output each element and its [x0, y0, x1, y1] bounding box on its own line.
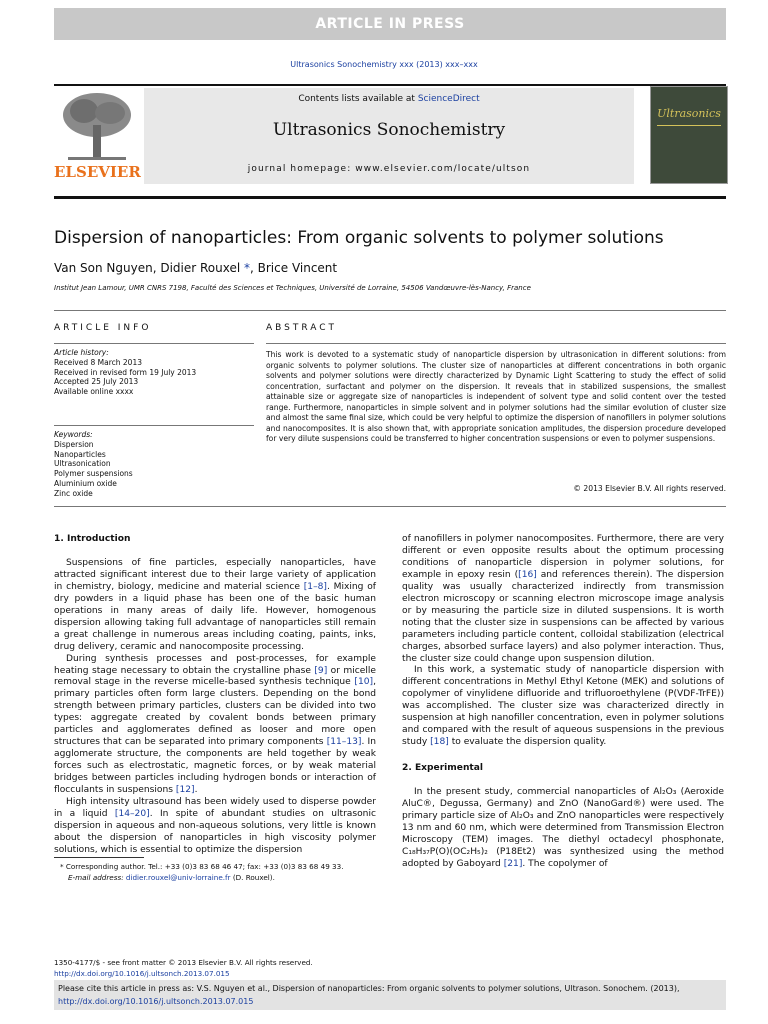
- experimental-paragraph-1: [402, 787, 724, 871]
- reference-link[interactable]: [16]: [518, 569, 537, 580]
- reference-link[interactable]: [11–13]: [326, 737, 362, 748]
- email-suffix: (D. Rouxel).: [230, 872, 275, 882]
- issn-line: 1350-4177/$ - see front matter © 2013 Elsevier B.V. All rights reserved.: [54, 958, 313, 967]
- text: In the present study, commercial nanoparticles of Al₂O₃ (Aeroxide AluC®, Degussa, Germany) and ZnO (NanoGard®) were used. The primary particle size of Al₂O₃ and ZnO nanoparticles were respectively 13 nm and 60 nm, which were determined from Transmission Electron Microscopy (TEM) images. The diethyl octadecyl phosphonate, C₁₈H₃₇P(O)(OC₂H₅)₂ (P18Et2) was synthesized using the method adopted by Gaboyard: [402, 787, 724, 869]
- abstract-rule: [266, 343, 726, 344]
- reference-link[interactable]: [14–20]: [114, 808, 150, 819]
- reference-link[interactable]: [12]: [175, 785, 195, 796]
- footnote: [54, 862, 384, 883]
- article-in-press-banner: ARTICLE IN PRESS: [54, 8, 726, 40]
- header-rule-top: [54, 84, 726, 86]
- section-divider: [54, 310, 726, 311]
- history-revised: Received in revised form 19 July 2013: [54, 367, 197, 377]
- journal-cover-image: [650, 86, 728, 184]
- article-info-heading: ARTICLE INFO: [54, 323, 152, 333]
- intro-paragraph-4: [402, 534, 724, 665]
- text: Suspensions of fine particles, especially nanoparticles, have attracted significant interest due to their large variety of application in chemistry, biology, medicine and material science: [54, 557, 376, 592]
- body-column-left: [54, 534, 376, 857]
- keyword: Dispersion: [54, 439, 94, 449]
- text: High intensity ultrasound has been widely used to disperse powder in a liquid: [54, 797, 376, 819]
- intro-paragraph-5: [402, 665, 724, 749]
- section-heading-experimental: 2. Experimental: [402, 763, 484, 774]
- history-label: Article history:: [54, 348, 109, 357]
- footnote-rule: [54, 857, 144, 858]
- cover-rule: [657, 125, 721, 126]
- header-rule-bottom: [54, 196, 726, 199]
- journal-homepage: journal homepage: www.elsevier.com/locate/ultson: [247, 164, 531, 174]
- keyword: Nanoparticles: [54, 449, 106, 459]
- text: . In agglomerate structure, the components are held together by weak forces such as electrostatic, magnetic forces, or by weak material bridges between particles including hydrogen bonds or interaction of flocculants in suspensions: [54, 737, 376, 796]
- corresponding-author-mark[interactable]: *: [244, 261, 251, 275]
- intro-paragraph-1: [54, 558, 376, 654]
- please-cite-box: [54, 980, 726, 1010]
- cite-doi-link[interactable]: http://dx.doi.org/10.1016/j.ultsonch.2013.07.015: [58, 997, 254, 1006]
- abstract-text: This work is devoted to a systematic study of nanoparticle dispersion by ultrasonication in different solutions: from organic solvents to polymer solutions. The cluster size of nanoparticles at different concentrations in both organic solvents and polymer solutions were directly characterized by Dynamic Light Scattering to study the effect of solid concentration, surfactant and polymer on the dispersion. It reveals that in stabilized suspensions, the smallest attainable size or aggregate size of nanoparticles is independent of solvent type and solid content over the tested range. Furthermore, nanoparticles in simple solvent and in polymer solutions had the similar evolution of cluster size and almost the same final size, which could be very helpful to optimize the dispersion of nanofillers in polymer solutions and nanocomposites. It is also shown that, with appropriate sonication amplitudes, the dispersion procedure developed for very dilute suspensions could be transferred to higher concentration suspensions or even to polymer suspensions.: [266, 350, 726, 443]
- elsevier-wordmark: ELSEVIER: [54, 163, 141, 181]
- abstract-copyright: © 2013 Elsevier B.V. All rights reserved.: [573, 484, 726, 493]
- email-label: E-mail address:: [68, 872, 126, 882]
- journal-masthead: [144, 88, 634, 184]
- text: of nanofillers in polymer nanocomposites. Furthermore, there are very different or even opposite results about the optimum processing conditions of nanoparticle dispersion in polymer solutions, for example in epoxy resin (: [402, 534, 724, 580]
- text: or micelle removal stage in the reverse micelle-based synthesis technique: [54, 665, 376, 688]
- sciencedirect-link[interactable]: ScienceDirect: [417, 94, 480, 104]
- reference-link[interactable]: [10]: [354, 677, 374, 688]
- body-column-right: [402, 534, 724, 871]
- text: .: [194, 785, 198, 796]
- intro-paragraph-3: [54, 797, 376, 857]
- history-accepted: Accepted 25 July 2013: [54, 377, 139, 387]
- author-names-1: Van Son Nguyen, Didier Rouxel: [54, 261, 245, 275]
- text: In this work, a systematic study of nanoparticle dispersion with different concentrations in Methyl Ethyl Ketone (MEK) and solutions of copolymer of vinylidene difluoride and trifluoroethylene (P(VDF-TrFE)) was accomplished. The cluster size was characterized directly in suspension at high nanofiller concentration, even in polymer solutions and compared with the result of aqueous suspensions in the previous study: [402, 665, 724, 748]
- keyword: Zinc oxide: [54, 488, 93, 498]
- contents-available: [144, 94, 634, 104]
- reference-link[interactable]: [21]: [503, 858, 523, 869]
- contents-prefix: Contents lists available at: [298, 94, 418, 104]
- history-received: Received 8 March 2013: [54, 357, 142, 367]
- reference-link[interactable]: [18]: [430, 737, 449, 748]
- article-history: [54, 348, 254, 397]
- text: . The copolymer of: [522, 858, 608, 869]
- text: . Mixing of dry powders in a liquid phase has been one of the basic human operations in many areas of daily life. However, homogenous dispersion allowing taking full advantage of nanoparticles still remain a great challenge in numerous areas including coating, paints, inks, drug delivery, ceramic and nanocomposite processing.: [54, 581, 376, 652]
- cover-title: Ultrasonics: [657, 107, 721, 120]
- section-heading-introduction: 1. Introduction: [54, 534, 131, 544]
- author-names-2: , Brice Vincent: [250, 261, 338, 275]
- keywords-rule: [54, 425, 254, 426]
- text: to evaluate the dispersion quality.: [448, 737, 607, 748]
- journal-name: Ultrasonics Sonochemistry: [272, 120, 506, 140]
- affiliation: Institut Jean Lamour, UMR CNRS 7198, Faculté des Sciences et Techniques, Université de Lorraine, 54506 Vandœuvre-lès-Nancy, France: [54, 284, 531, 292]
- cite-text: Please cite this article in press as: V.S. Nguyen et al., Dispersion of nanoparticles: From organic solvents to polymer solutions, Ultrason. Sonochem. (2013),: [58, 984, 680, 993]
- text: , primary particles often form large clusters. Depending on the bond strength between primary particles, clusters can be divided into two types: aggregate created by covalent bonds between primary particles and agglomerates defined as looser and more open structures that can be separated into primary components: [54, 677, 376, 748]
- keyword: Ultrasonication: [54, 459, 111, 469]
- history-online: Available online xxxx: [54, 387, 134, 397]
- text: During synthesis processes and post-processes, for example heating stage necessary to obtain the crystalline phase: [54, 653, 376, 676]
- abstract-bottom-rule: [54, 506, 726, 507]
- email-line: [54, 873, 384, 884]
- author-list: [54, 261, 337, 275]
- keyword: Aluminium oxide: [54, 478, 117, 488]
- journal-citation-link[interactable]: Ultrasonics Sonochemistry xxx (2013) xxx–xxx: [290, 60, 478, 69]
- intro-paragraph-2: [54, 654, 376, 797]
- reference-link[interactable]: [1–8]: [303, 581, 327, 592]
- corresponding-author-note: * Corresponding author. Tel.: +33 (0)3 83 68 46 47; fax: +33 (0)3 83 68 49 33.: [60, 862, 344, 871]
- keywords-list: [54, 430, 254, 499]
- issn-block: [54, 958, 313, 979]
- article-title: Dispersion of nanoparticles: From organic solvents to polymer solutions: [54, 228, 664, 248]
- email-link[interactable]: didier.rouxel@univ-lorraine.fr: [125, 872, 231, 882]
- elsevier-logo: [54, 85, 140, 185]
- text: . In spite of abundant studies on ultrasonic dispersion in aqueous and non-aqueous solutions, very little is known about the dispersion of nanoparticles in high viscosity polymer solutions, which is essential to optimize the dispersion: [54, 808, 376, 855]
- reference-link[interactable]: [9]: [314, 665, 328, 676]
- doi-link[interactable]: http://dx.doi.org/10.1016/j.ultsonch.2013.07.015: [54, 968, 230, 978]
- abstract-heading: ABSTRACT: [266, 323, 338, 333]
- text: and references therein). The dispersion quality was usually characterized indirectly from transmission electron microscopy or scanning electron microscope image analysis or by measuring the particle size in diluted suspensions. It is worth noting that the cluster size in suspensions can be affected by various parameters including particle content, colloidal stabilization (electrical charges, absorbed surface layers) and also polymer interaction. Thus, the cluster size could change upon suspension dilution.: [402, 569, 724, 664]
- keywords-label: Keywords:: [54, 430, 93, 439]
- article-info-rule: [54, 343, 254, 344]
- keyword: Polymer suspensions: [54, 469, 133, 479]
